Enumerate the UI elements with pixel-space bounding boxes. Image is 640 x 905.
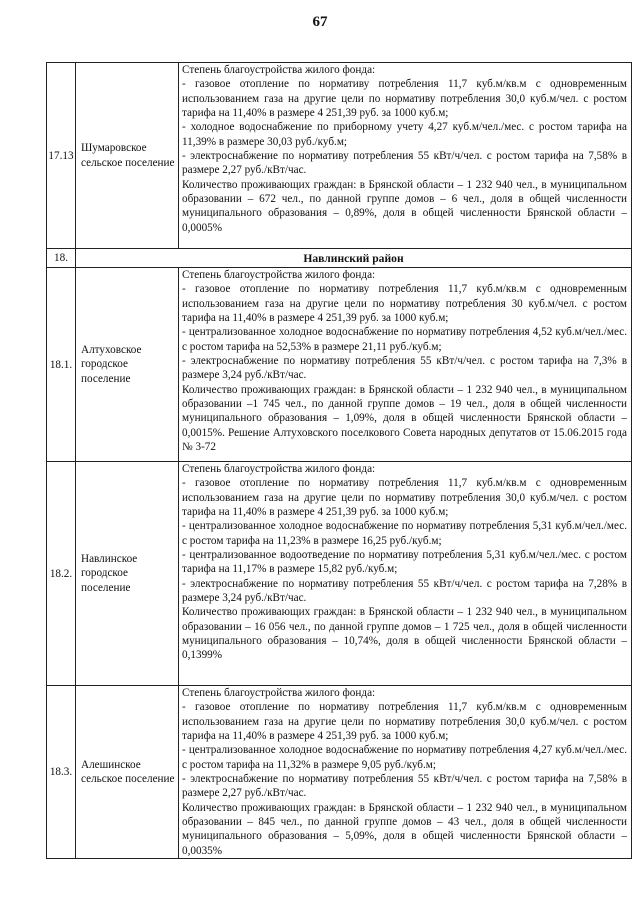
table-row: [47, 686, 632, 859]
paragraph: Количество проживающих граждан: в Брянской области – 1 232 940 чел., в муниципальном образовании – 672 чел., по данной группе домов – 6 чел., доля в общей численности муниципального образования – 0,89%, доля в общей численности Брянской области – 0,0005%: [182, 178, 627, 234]
table-row: [47, 462, 632, 686]
paragraph: - холодное водоснабжение по приборному учету 4,27 куб.м/чел./мес. с ростом тарифа на 11,39% в размере 30,03 руб./куб.м;: [182, 121, 627, 148]
paragraph: - электроснабжение по нормативу потребления 55 кВт/ч/чел. с ростом тарифа на 7,28% в размере 3,24 руб./кВт/час.: [182, 577, 627, 605]
settlement-name: Алтуховское городское поселение: [76, 268, 179, 462]
paragraph: - централизованное холодное водоснабжение по нормативу потребления 5,31 куб.м/чел./мес. с ростом тарифа на 11,23% в размере 16,25 руб./куб.м;: [182, 520, 627, 547]
paragraph: Степень благоустройства жилого фонда:: [182, 64, 376, 76]
settlements-table: [46, 62, 632, 859]
paragraph: - газовое отопление по нормативу потребления 11,7 куб.м/кв.м с одновременным использованием газа на другие цели по нормативу потребления 30,0 куб.м/чел. с ростом тарифа на 11,40% в размере 4 251,39 руб. за 1000 куб.м;: [182, 78, 627, 120]
paragraph: Количество проживающих граждан: в Брянской области – 1 232 940 чел., в муниципальном образовании – 16 056 чел., по данной группе домов – 1 725 чел., доля в общей численности муниципального образования – 10,74%, доля в общей численности Брянской области – 0,1399%: [182, 606, 627, 662]
paragraph: Степень благоустройства жилого фонда:: [182, 269, 376, 281]
table-row: [47, 268, 632, 462]
district-row: [47, 249, 632, 268]
paragraph: - электроснабжение по нормативу потребления 55 кВт/ч/чел. с ростом тарифа на 7,58% в размере 2,27 руб./кВт/час.: [182, 773, 627, 800]
page-number: 67: [312, 14, 328, 30]
paragraph: - централизованное холодное водоснабжение по нормативу потребления 4,52 куб.м/чел./мес. с ростом тарифа на 52,53% в размере 21,11 руб./куб.м;: [182, 326, 627, 353]
row-description: [179, 268, 632, 462]
paragraph: - централизованное водоотведение по нормативу потребления 5,31 куб.м/чел./мес. с ростом тарифа на 11,17% в размере 15,82 руб./куб.м;: [182, 549, 627, 576]
paragraph: - электроснабжение по нормативу потребления 55 кВт/ч/чел. с ростом тарифа на 7,3% в размере 3,24 руб./кВт/час.: [182, 355, 627, 382]
row-description: [179, 462, 632, 686]
paragraph: Степень благоустройства жилого фонда:: [182, 687, 376, 699]
paragraph: - централизованное холодное водоснабжение по нормативу потребления 4,27 куб.м/чел./мес. с ростом тарифа на 11,32% в размере 9,05 руб./куб.м;: [182, 744, 627, 771]
paragraph: - электроснабжение по нормативу потребления 55 кВт/ч/чел. с ростом тарифа на 7,58% в размере 2,27 руб./кВт/час.: [182, 150, 627, 177]
paragraph: - газовое отопление по нормативу потребления 11,7 куб.м/кв.м с одновременным использованием газа на другие цели по нормативу потребления 30,0 куб.м/чел. с ростом тарифа на 11,40% в размере 4 251,39 руб. за 1000 куб.м;: [182, 477, 627, 519]
row-description: [179, 686, 632, 859]
paragraph: - газовое отопление по нормативу потребления 11,7 куб.м/кв.м с одновременным использованием газа на другие цели по нормативу потребления 30 куб.м/чел. с ростом тарифа на 11,40% в размере 4 251,39 руб. за 1000 куб.м;: [182, 283, 627, 325]
settlement-name: Шумаровское сельское поселение: [76, 63, 179, 249]
row-number: 18.2.: [47, 462, 76, 686]
row-number: 18.1.: [47, 268, 76, 462]
district-title: Навлинский район: [76, 249, 632, 268]
paragraph: Степень благоустройства жилого фонда:: [182, 463, 376, 475]
settlement-name: Алешинское сельское поселение: [76, 686, 179, 859]
table-row: [47, 63, 632, 249]
settlement-name: Навлинское городское поселение: [76, 462, 179, 686]
row-number: 18.3.: [47, 686, 76, 859]
row-description: [179, 63, 632, 249]
paragraph: Количество проживающих граждан: в Брянской области – 1 232 940 чел., в муниципальном образовании –1 745 чел., по данной группе домов – 19 чел., доля в общей численности муниципального образования – 1,09%, доля в общей численности Брянской области – 0,0015%. Решение Алтуховского поселкового Совета народных депутатов от 15.06.2015 года № 3-72: [182, 383, 627, 454]
row-number: 17.13: [47, 63, 76, 249]
paragraph: Количество проживающих граждан: в Брянской области – 1 232 940 чел., в муниципальном образовании – 845 чел., по данной группе домов – 43 чел., доля в общей численности муниципального образования – 5,09%, доля в общей численности Брянской области – 0,0035%: [182, 801, 627, 857]
row-number: 18.: [47, 249, 76, 268]
paragraph: - газовое отопление по нормативу потребления 11,7 куб.м/кв.м с одновременным использованием газа на другие цели по нормативу потребления 30,0 куб.м/чел. с ростом тарифа на 11,40% в размере 4 251,39 руб. за 1000 куб.м;: [182, 701, 627, 743]
